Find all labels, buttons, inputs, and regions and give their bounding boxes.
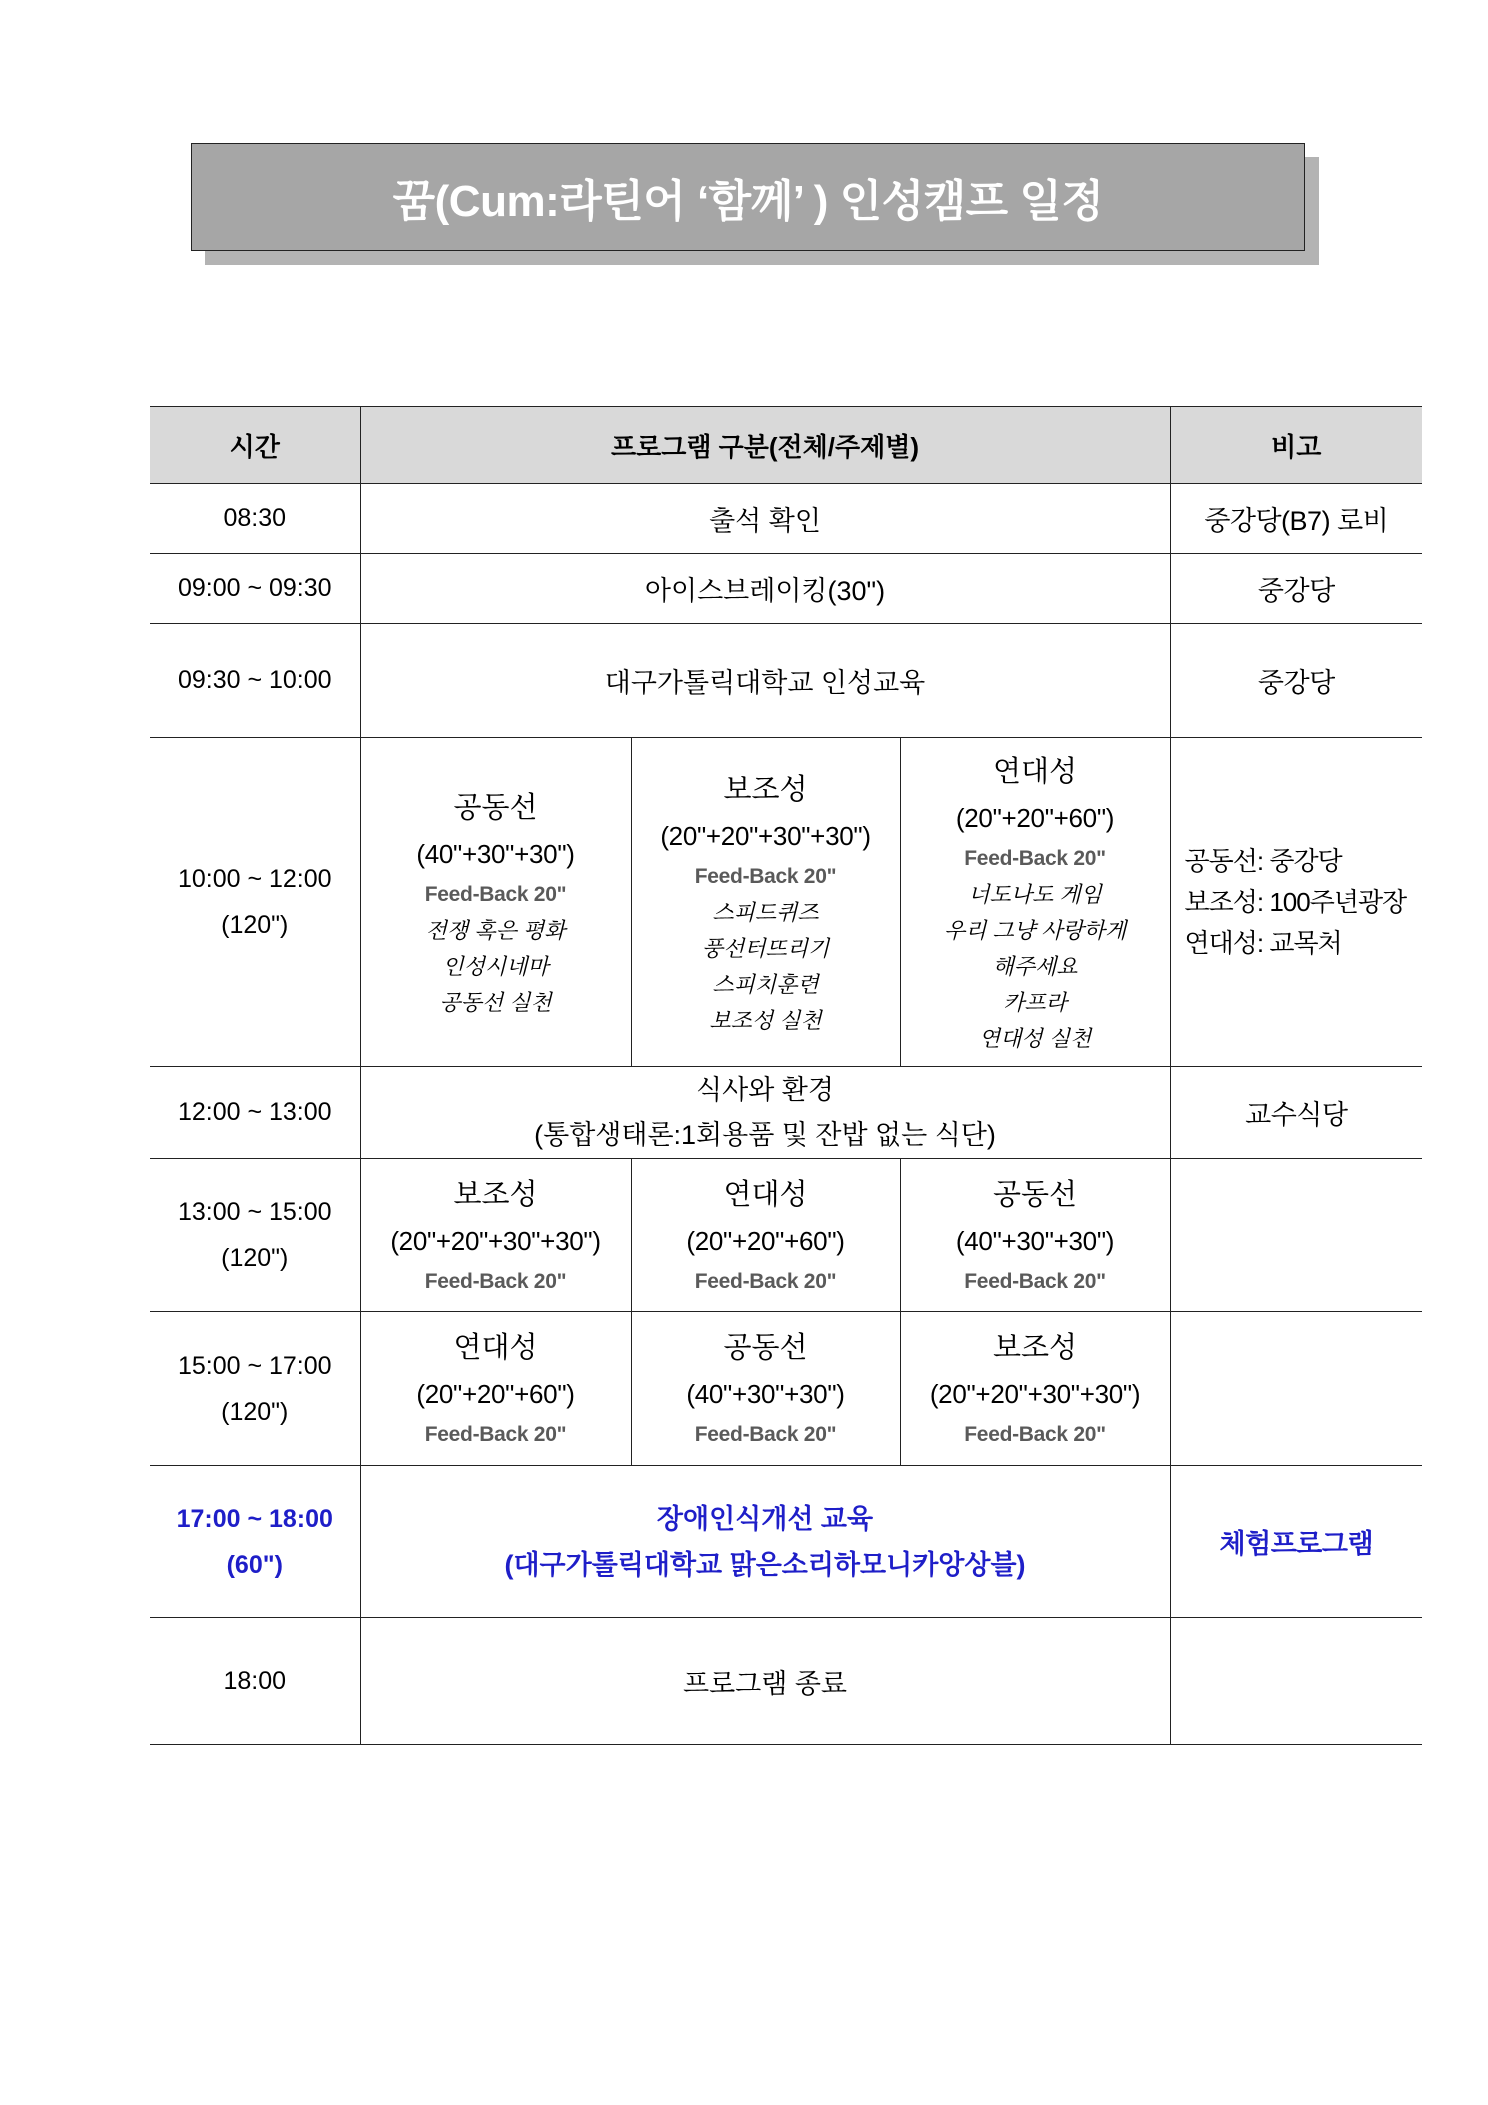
session-activity: 카프라 (1003, 989, 1067, 1015)
session-cell (631, 1312, 900, 1466)
session-mix: (20"+20"+60") (686, 1225, 845, 1256)
session-mix: (20"+20"+60") (955, 802, 1115, 833)
table-row-highlight (150, 1466, 1422, 1618)
program-cell: 출석 확인 (360, 484, 1170, 554)
session-name: 보조성 (453, 1178, 538, 1211)
note-cell: 체험프로그램 (1170, 1466, 1422, 1618)
session-mix: (20"+20"+60") (416, 1379, 575, 1409)
session-cell (900, 1159, 1170, 1312)
program-cell: 아이스브레이킹(30") (360, 554, 1170, 624)
session-feedback: Feed-Back 20" (424, 882, 567, 906)
note-cell: 중강당(B7) 로비 (1170, 484, 1422, 554)
session-activity: 스피치훈련 (712, 971, 819, 997)
session-cell (900, 1312, 1170, 1466)
session-cell (360, 738, 631, 1067)
session-activity: 전쟁 혹은 평화 (425, 917, 566, 943)
session-activity: 스피드퀴즈 (712, 899, 819, 925)
table-row (150, 738, 1422, 1067)
session-name: 연대성 (723, 1178, 808, 1211)
session-activity: 우리 그냥 사랑하게 (943, 917, 1127, 943)
session-activity: 인성시네마 (442, 953, 549, 979)
session-feedback: Feed-Back 20" (694, 864, 837, 888)
time-cell: 09:00 ~ 09:30 (150, 554, 360, 624)
session-mix: (20"+20"+30"+30") (660, 820, 871, 851)
program-cell: 대구가톨릭대학교 인성교육 (360, 624, 1170, 738)
note-cell: 중강당 (1170, 624, 1422, 738)
table-row (150, 1067, 1422, 1159)
time-range: 15:00 ~ 17:00 (177, 1351, 332, 1380)
table-row (150, 624, 1422, 738)
session-name: 연대성 (992, 755, 1078, 788)
session-activity: 해주세요 (992, 953, 1078, 979)
schedule-table (150, 406, 1422, 1745)
session-mix: (40"+30"+30") (955, 1225, 1115, 1256)
session-cell (631, 1159, 900, 1312)
program-cell (360, 1067, 1170, 1159)
time-cell: 18:00 (150, 1618, 360, 1745)
title-banner (191, 143, 1305, 251)
session-activity: 풍선터뜨리기 (701, 935, 830, 961)
header-program: 프로그램 구분(전체/주제별) (360, 407, 1170, 484)
note-cell: 교수식당 (1170, 1067, 1422, 1159)
session-activity: 연대성 실천 (978, 1025, 1092, 1051)
program-cell: 프로그램 종료 (360, 1618, 1170, 1745)
session-name: 보조성 (992, 1332, 1078, 1364)
session-feedback: Feed-Back 20" (964, 1423, 1106, 1446)
session-feedback: Feed-Back 20" (964, 1269, 1106, 1293)
session-activity: 보조성 실천 (709, 1007, 822, 1033)
time-range: 13:00 ~ 15:00 (177, 1198, 332, 1226)
time-cell: 12:00 ~ 13:00 (150, 1067, 360, 1159)
session-name: 보조성 (723, 773, 808, 806)
session-cell (900, 738, 1170, 1067)
session-name: 연대성 (453, 1332, 538, 1364)
time-cell (150, 1312, 360, 1466)
duration: (120") (221, 1397, 289, 1426)
time-cell: 09:30 ~ 10:00 (150, 624, 360, 738)
note-cell (1170, 1618, 1422, 1745)
session-feedback: Feed-Back 20" (694, 1423, 837, 1446)
time-cell (150, 738, 360, 1067)
session-name: 공동선 (723, 1332, 808, 1364)
table-row (150, 554, 1422, 624)
note-line: 연대성: 교목처 (1184, 927, 1342, 958)
session-cell (631, 738, 900, 1067)
session-feedback: Feed-Back 20" (424, 1269, 567, 1293)
header-note: 비고 (1170, 407, 1422, 484)
session-feedback: Feed-Back 20" (964, 846, 1106, 870)
table-row (150, 1618, 1422, 1745)
time-cell (150, 1159, 360, 1312)
program-line: 식사와 환경 (696, 1074, 834, 1105)
header-time: 시간 (150, 407, 360, 484)
program-line: (통합생태론:1회용품 및 잔밥 없는 식단) (534, 1119, 996, 1150)
time-cell: 08:30 (150, 484, 360, 554)
note-line: 공동선: 중강당 (1184, 845, 1342, 876)
session-mix: (40"+30"+30") (416, 838, 575, 869)
header-row (150, 407, 1422, 484)
page-title: 꿈(Cum:라틴어 ‘함께’ ) 인성캠프 일정 (392, 177, 1104, 226)
session-feedback: Feed-Back 20" (424, 1423, 567, 1446)
session-activity: 너도나도 게임 (968, 881, 1102, 907)
program-line: (대구가톨릭대학교 맑은소리하모니카앙상블) (504, 1549, 1026, 1580)
time-range: 10:00 ~ 12:00 (177, 865, 332, 893)
note-cell (1170, 1159, 1422, 1312)
session-feedback: Feed-Back 20" (694, 1269, 837, 1293)
table-row (150, 484, 1422, 554)
session-mix: (40"+30"+30") (686, 1379, 845, 1409)
table-row (150, 1312, 1422, 1466)
session-name: 공동선 (992, 1178, 1078, 1211)
session-activity: 공동선 실천 (439, 989, 552, 1015)
duration: (120") (221, 1244, 289, 1272)
session-name: 공동선 (453, 791, 538, 824)
table-row (150, 1159, 1422, 1312)
duration: (120") (221, 911, 289, 939)
note-cell (1170, 1312, 1422, 1466)
program-line: 장애인식개선 교육 (656, 1503, 874, 1534)
program-cell (360, 1466, 1170, 1618)
session-cell (360, 1312, 631, 1466)
note-cell: 중강당 (1170, 554, 1422, 624)
note-cell (1170, 738, 1422, 1067)
note-line: 보조성: 100주년광장 (1184, 886, 1407, 917)
session-mix: (20"+20"+30"+30") (390, 1225, 601, 1256)
time-cell (150, 1466, 360, 1618)
duration: (60") (226, 1550, 283, 1579)
session-mix: (20"+20"+30"+30") (929, 1379, 1141, 1409)
time-range: 17:00 ~ 18:00 (176, 1504, 333, 1533)
session-cell (360, 1159, 631, 1312)
